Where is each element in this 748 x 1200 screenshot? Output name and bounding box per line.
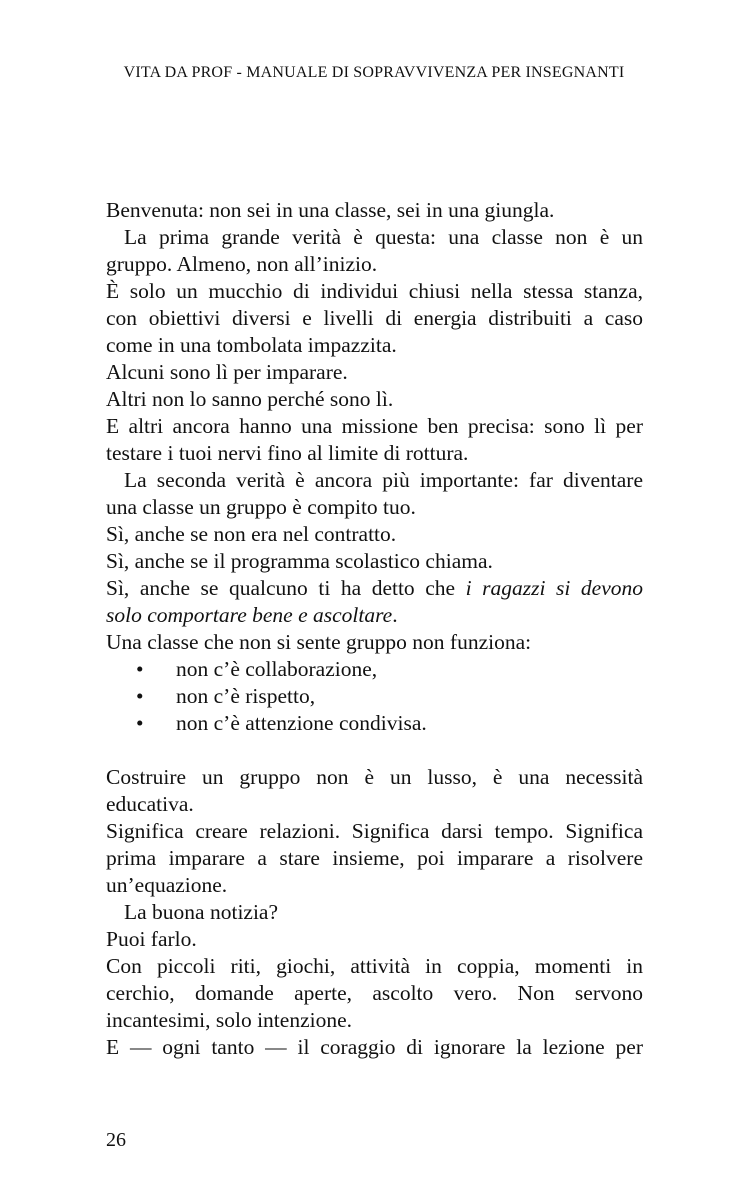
text-line: Una classe che non si sente gruppo non funziona: (106, 630, 532, 654)
text-line: una classe un gruppo è compito tuo. (106, 495, 416, 519)
bullet-icon: • (136, 657, 144, 681)
text-span: Sì, anche se qualcuno ti ha detto che (106, 576, 466, 600)
text-line: gruppo. Almeno, non all’inizio. (106, 252, 378, 276)
text-line: Benvenuta: non sei in una classe, sei in una giungla. (106, 198, 555, 222)
bullet-icon: • (136, 711, 144, 735)
text-line: La seconda verità è ancora più importante: far diventare (124, 468, 643, 492)
text-line-mixed (106, 575, 643, 602)
text-line: Con piccoli riti, giochi, attività in coppia, momenti in (106, 954, 643, 978)
text-line: E altri ancora hanno una missione ben precisa: sono lì per (106, 414, 643, 438)
text-line: Costruire un gruppo non è un lusso, è una necessità (106, 765, 643, 789)
text-line: con obiettivi diversi e livelli di energia distribuiti a caso (106, 306, 643, 330)
page-body-text (106, 197, 643, 1061)
bullet-item (106, 683, 643, 710)
text-line: come in una tombolata impazzita. (106, 333, 397, 357)
bullet-text: non c’è collaborazione, (176, 657, 378, 681)
text-line-mixed (106, 602, 643, 629)
text-line: educativa. (106, 792, 194, 816)
text-line: testare i tuoi nervi fino al limite di rottura. (106, 441, 469, 465)
text-line: Puoi farlo. (106, 927, 197, 951)
bullet-text: non c’è rispetto, (176, 684, 316, 708)
text-span: . (392, 603, 398, 627)
text-line: La prima grande verità è questa: una classe non è un (124, 225, 643, 249)
bullet-item (106, 656, 643, 683)
text-line: un’equazione. (106, 873, 228, 897)
page-number: 26 (106, 1129, 126, 1151)
text-line: cerchio, domande aperte, ascolto vero. Non servono (106, 981, 643, 1005)
text-line: E — ogni tanto — il coraggio di ignorare la lezione per (106, 1035, 643, 1059)
text-line: Sì, anche se il programma scolastico chiama. (106, 549, 493, 573)
bullet-text: non c’è attenzione condivisa. (176, 711, 427, 735)
bullet-icon: • (136, 684, 144, 708)
text-line: Alcuni sono lì per imparare. (106, 360, 348, 384)
running-header: VITA DA PROF - MANUALE DI SOPRAVVIVENZA PER INSEGNANTI (123, 64, 625, 81)
text-line: Altri non lo sanno perché sono lì. (106, 387, 394, 411)
text-line: incantesimi, solo intenzione. (106, 1008, 353, 1032)
italic-span: solo comportare bene e ascoltare (106, 603, 393, 627)
italic-span: i ragazzi si devono (465, 576, 643, 600)
text-line: È solo un mucchio di individui chiusi nella stessa stanza, (106, 279, 643, 303)
paragraph-gap (106, 737, 643, 764)
text-line: Sì, anche se non era nel contratto. (106, 522, 397, 546)
bullet-item (106, 710, 643, 737)
text-line: Significa creare relazioni. Significa darsi tempo. Significa (106, 819, 643, 843)
text-line: La buona notizia? (124, 900, 279, 924)
text-line: prima imparare a stare insieme, poi imparare a risolvere (106, 846, 643, 870)
